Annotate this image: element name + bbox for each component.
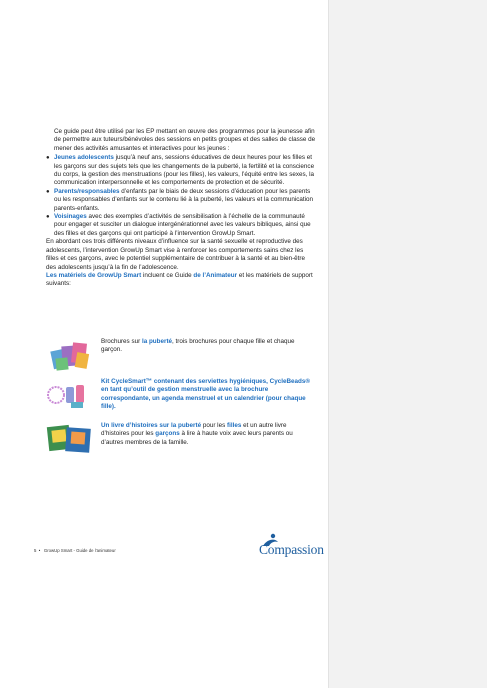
- page-number: 5: [34, 548, 37, 553]
- compassion-logo: [245, 533, 325, 561]
- storybook-icon: [46, 422, 92, 456]
- body-text: [46, 128, 316, 289]
- material-description: Brochures sur la puberté, trois brochures pour chaque fille et chaque garçon.: [101, 338, 295, 354]
- levels-paragraph: En abordant ces trois différents niveaux d’influence sur la santé sexuelle et reproductive des adolescents, l’intervention GrowUp Smart vise à renforcer les comportements sains chez les filles et ces garçons, avec le potentiel supplémentaire de contribuer à la santé et au bien-être des adolescents jusqu’à la fin de l’adolescence.: [46, 238, 306, 271]
- material-cyclesmart-kit: [46, 378, 318, 416]
- materials-intro: Les matériels de GrowUp Smart incluent ce Guide de l’Animateur et les matériels de support suivants:: [46, 271, 313, 288]
- material-description: Un livre d’histoires sur la puberté pour les filles et un autre livre d’histoires pour les garçons à lire à haute voix avec leurs parents ou d’autres membres de la famille.: [101, 422, 293, 446]
- bullet-icon: ●: [46, 188, 50, 195]
- bullet-item: ● Parents/responsables d’enfants par le biais de deux sessions d’éducation pour les parents ou les responsables d’enfants sur le contenu lié à la puberté, les valeurs et la communication parents-enfants.: [46, 187, 314, 212]
- audience-list: [46, 154, 316, 238]
- logo-text: Compassion: [259, 542, 324, 557]
- bullet-icon: ●: [46, 155, 50, 162]
- intro-paragraph: Ce guide peut être utilisé par les EP mettant en œuvre des programmes pour la jeunesse afin de permettre aux tuteurs/bénévoles des sessions en petits groupes et des salles de classe de mener des activités amusantes et interactives pour les jeunes :: [54, 128, 316, 152]
- footer-title: GrowUp Smart - Guide de l’animateur: [43, 548, 116, 553]
- material-brochures: [46, 338, 318, 376]
- cyclesmart-kit-icon: [46, 378, 92, 412]
- material-storybook: [46, 422, 318, 460]
- bullet-item: ● Jeunes adolescents jusqu’à neuf ans, sessions éducatives de deux heures pour les filles et les garçons sur des sujets tels que les changements de la puberté, la fertilité et la conscience du corps, la gestion des menstruations (pour les filles), les valeurs, l’équité entre les sexes, la communication interpersonnelle et les comportements de protection et de sécurité.: [46, 154, 315, 187]
- comment-margin-pane: [328, 0, 487, 688]
- bullet-icon: ●: [46, 214, 50, 221]
- bullet-item: ● Voisinages avec des exemples d’activités de sensibilisation à l’échelle de la communauté pour engager et susciter un dialogue intergénérationnel avec les valeurs bibliques, ainsi que des filles et des garçons qui ont participé à l’intervention GrowUp Smart.: [46, 213, 311, 237]
- page-footer: 5 • GrowUp Smart - Guide de l’animateur: [34, 548, 116, 553]
- brochures-icon: [46, 338, 92, 372]
- material-description: Kit CycleSmart™ contenant des serviettes hygiéniques, CycleBeads® en tant qu’outil de gestion menstruelle avec la brochure correspondante, un agenda menstruel et un calendrier (pour chaque fille).: [101, 378, 311, 411]
